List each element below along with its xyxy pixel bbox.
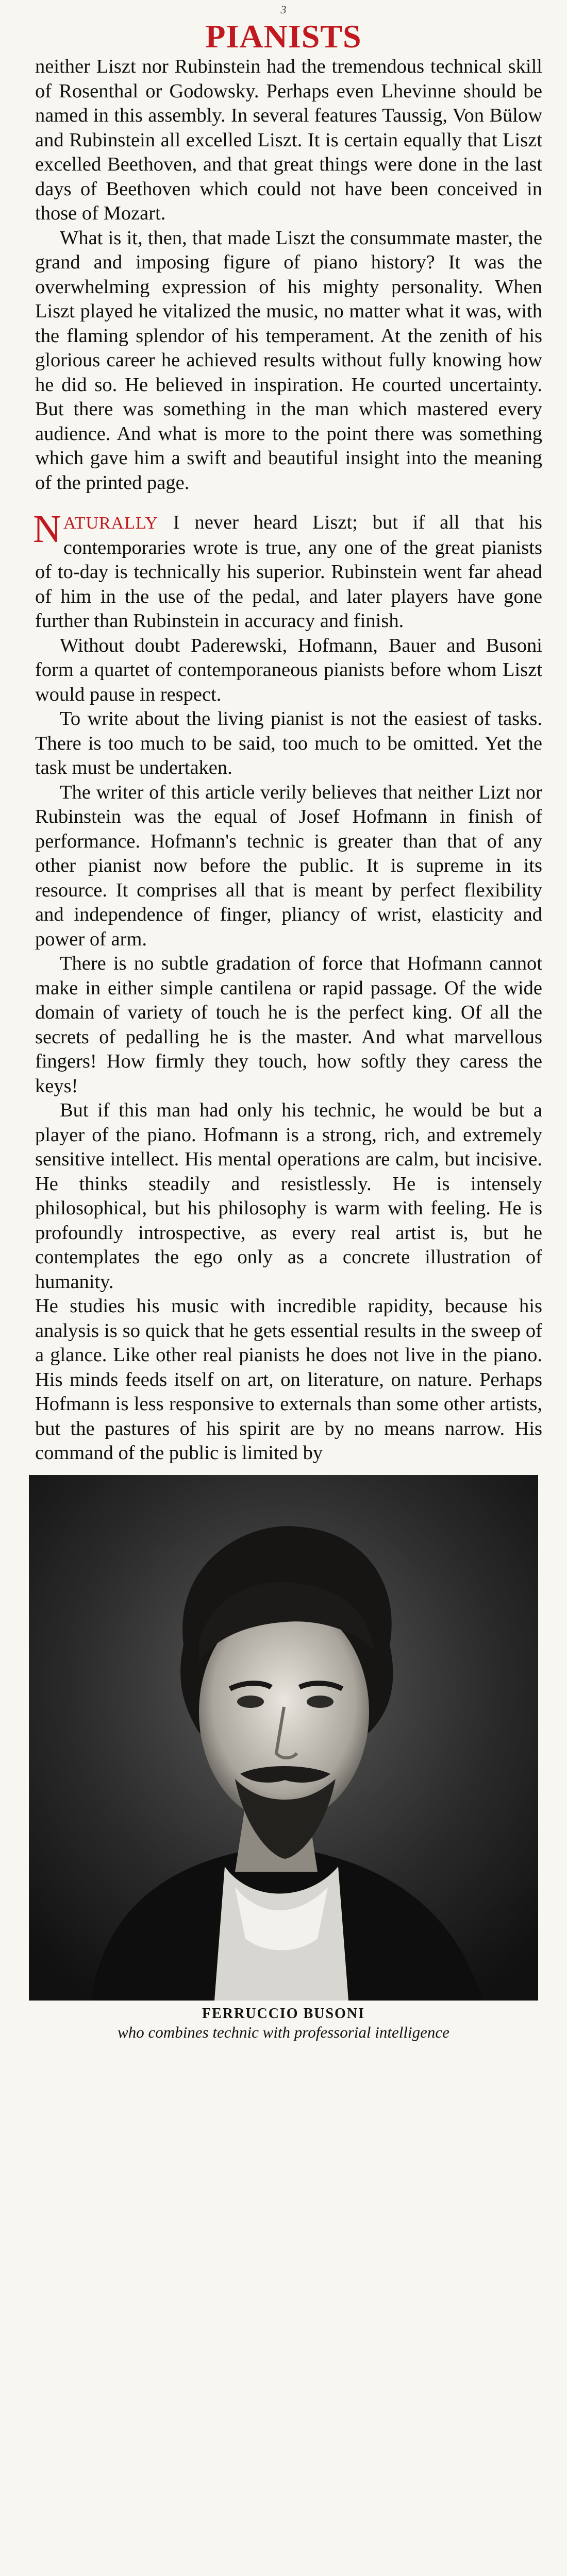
photo-caption bbox=[0, 2006, 567, 2042]
paragraph-3 bbox=[33, 507, 542, 634]
paragraph-3-text: I never heard Liszt; but if all that his contemporaries wrote is true, any one of the great pianists of to-day is technically his superior. Rubinstein went far ahead of him in the use of the pedal, and later players have gone further than Rubinstein in accuracy and finish. bbox=[35, 512, 542, 632]
paragraph-8: But if this man had only his technic, he would be but a player of the piano. Hofmann is a strong, rich, and extremely sensitive intellect. His mental operations are calm, but incisive. He thinks steadily and resistlessly. He is intensely philosophical, but his philosophy is warm with feeling. He is profoundly introspective, as every real artist is, but he contemplates the ego only as a concrete illustration of humanity. bbox=[35, 1099, 542, 1293]
paragraph-6: The writer of this article verily believes that neither Lizt nor Rubinstein was the equal of Josef Hofmann in finish of performance. Hofmann's technic is greater than that of any other pianist now before the public. It is supreme in its resource. It comprises all that is meant by perfect flexibility and independence of finger, pliancy of wrist, elasticity and power of arm. bbox=[35, 781, 542, 950]
portrait-photo bbox=[29, 1475, 538, 2001]
paragraph-2: What is it, then, that made Liszt the consummate master, the grand and imposing figure of piano history? It was the overwhelming expression of his mighty personality. When Liszt played he vitalized the music, no matter what it was, with the flaming splendor of his temperament. At the zenith of his glorious career he achieved results without fully knowing how he did so. He believed in inspiration. He courted uncertainty. But there was something in the man which mastered every audience. And what is more to the point there was something which gave him a swift and beautiful insight into the meaning of the printed page. bbox=[35, 227, 542, 494]
paragraph-1: neither Liszt nor Rubinstein had the tremendous technical skill of Rosenthal or Godowsky. Perhaps even Lhevinne should be named in this assembly. In several features Taussig, Von Bülow and Rubinstein all excelled Liszt. It is certain equally that Liszt excelled Beethoven, and that great things were done in the last days of Beethoven which could not have been conceived in those of Mozart. bbox=[35, 56, 542, 224]
paragraph-4: Without doubt Paderewski, Hofmann, Bauer and Busoni form a quartet of contemporaneous pianists before whom Liszt would pause in respect. bbox=[35, 634, 542, 705]
paragraph-7: There is no subtle gradation of force that Hofmann cannot make in either simple cantilena or rapid passage. Of the wide domain of variety of touch he is the perfect king. Of all the secrets of pedalling he is the master. And what marvellous fingers! How firmly they touch, how softly they caress the keys! bbox=[35, 953, 542, 1097]
page-number: 3 bbox=[280, 3, 287, 16]
caption-description: who combines technic with professorial intelligence bbox=[118, 2023, 449, 2041]
portrait-illustration bbox=[29, 1475, 538, 2001]
article-column bbox=[0, 55, 567, 1466]
paragraph-9: He studies his music with incredible rapidity, because his analysis is so quick that he gets essential results in the sweep of a glance. Like other real pianists he does not live in the piano. His minds feeds itself on art, on literature, on nature. Perhaps Hofmann is less responsive to externals than some other artists, but the pastures of his spirit are by no means narrow. His command of the public is limited by bbox=[35, 1295, 542, 1464]
small-caps-word: ATURALLY bbox=[63, 514, 158, 533]
paragraph-5: To write about the living pianist is not the easiest of tasks. There is too much to be said, too much to be omitted. Yet the task must be undertaken. bbox=[35, 708, 542, 778]
caption-name: FERRUCCIO BUSONI bbox=[202, 2005, 365, 2022]
drop-cap-letter: N bbox=[33, 507, 61, 551]
article-heading: PIANISTS bbox=[205, 18, 362, 55]
drop-cap-paragraph bbox=[33, 507, 542, 634]
